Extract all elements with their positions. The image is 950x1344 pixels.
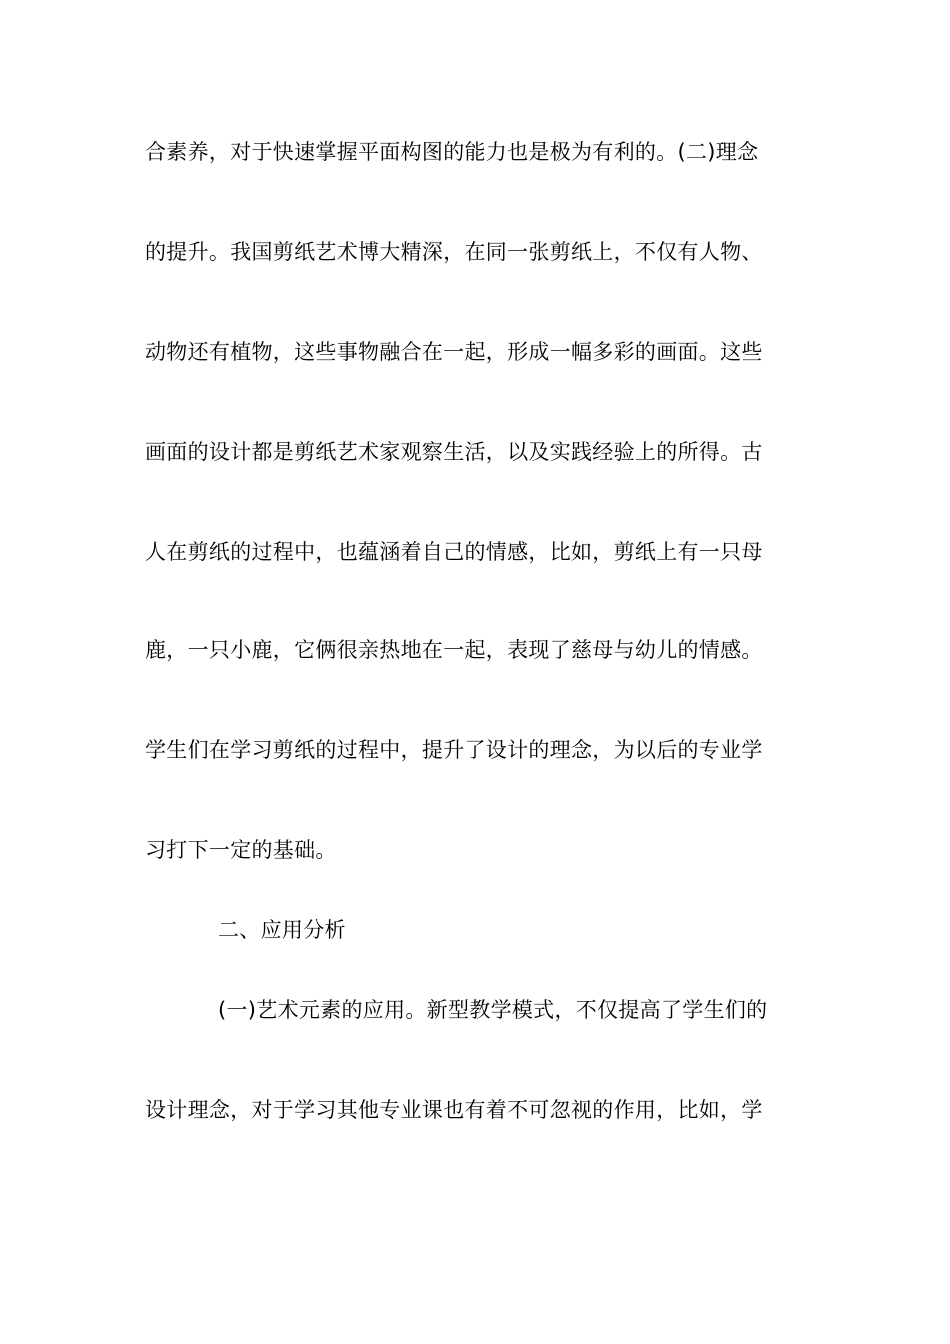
- section-heading: 二、应用分析: [218, 918, 346, 942]
- paragraph-line: 动物还有植物，这些事物融合在一起，形成一幅多彩的画面。这些: [145, 340, 763, 364]
- paragraph-line: 学生们在学习剪纸的过程中，提升了设计的理念，为以后的专业学: [145, 738, 763, 762]
- paragraph-line: 画面的设计都是剪纸艺术家观察生活，以及实践经验上的所得。古: [145, 440, 763, 464]
- paragraph-line: 人在剪纸的过程中，也蕴涵着自己的情感，比如，剪纸上有一只母: [145, 540, 763, 564]
- paragraph-line: 设计理念，对于学习其他专业课也有着不可忽视的作用，比如，学: [145, 1098, 763, 1122]
- paragraph-line: 合素养，对于快速掌握平面构图的能力也是极为有利的。(二)理念: [145, 140, 759, 164]
- paragraph-line: 鹿，一只小鹿，它俩很亲热地在一起，表现了慈母与幼儿的情感。: [145, 638, 763, 662]
- paragraph-line: (一)艺术元素的应用。新型教学模式，不仅提高了学生们的: [218, 998, 768, 1022]
- paragraph-line: 习打下一定的基础。: [145, 838, 337, 862]
- paragraph-line: 的提升。我国剪纸艺术博大精深，在同一张剪纸上，不仅有人物、: [145, 240, 763, 264]
